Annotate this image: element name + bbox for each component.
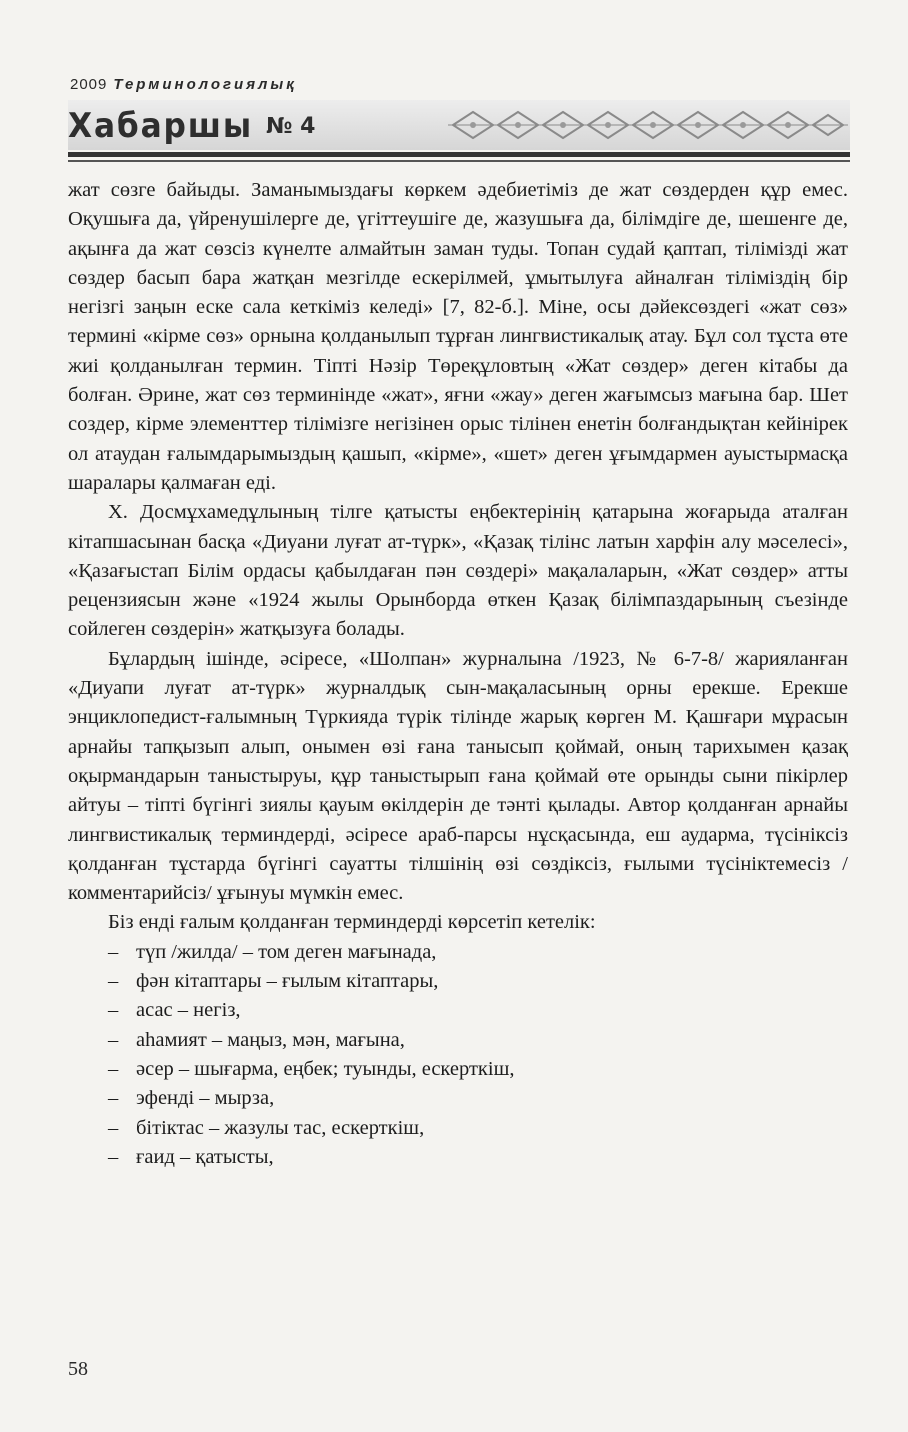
header-rule-thick — [68, 152, 850, 157]
terms-list — [68, 938, 848, 1172]
list-item: – бітіктас – жазулы тас, ескерткіш, — [108, 1116, 425, 1139]
list-item: – эфенді – мырза, — [108, 1087, 275, 1110]
list-item: – фән кітаптары – ғылым кітаптары, — [108, 970, 439, 993]
list-item: – әсер – шығарма, еңбек; туынды, ескерткіш, — [108, 1057, 515, 1080]
paragraph: Бұлардың ішінде, әсіресе, «Шолпан» журналына /1923, № 6-7-8/ жарияланған «Диуапи луғат ат-түрк» журналдық сын-мақаласының орны ерекше. Ерекше энциклопедист-ғалымның Түркияда түрік тілінде жарық көрген М. Қашғари мұрасын арнайы тапқызып алып, онымен өзі ғана танысып қоймай, оның тарихымен қазақ оқырмандарын таныстыруы, құр таныстырып ғана қоймай өте орынды сыни пікірлер айтуы – тіпті бүгінгі зиялы қауым өкілдерін де тәнті қылады. Автор қолданған арнайы лингвистикалық терминдерді, әсіресе араб-парсы нұсқасында, еш аудармa, түсініксіз қолданған тұстарда бүгінгі сауатты тілшінің өзі сөздіксіз, ғылыми түсініктемесіз /комментарийсіз/ ұғынуы мүмкін емес. — [68, 647, 848, 905]
list-item: – асас – негіз, — [108, 999, 241, 1022]
header-rule-thin — [68, 160, 850, 162]
list-item: – аһамият – маңыз, мән, мағына, — [108, 1028, 405, 1051]
paragraph: Біз енді ғалым қолданған терминдерді көрсетіп кетелік: — [108, 911, 596, 934]
header-year: 2009 — [70, 76, 108, 93]
list-item: – түп /жилда/ – том деген мағынада, — [108, 940, 437, 963]
article-body — [68, 176, 848, 1172]
header-title: Хабаршы — [68, 106, 253, 146]
paragraph: жат сөзге байыды. Заманымыздағы көркем әдебиетіміз де жат сөздерден құр емес. Оқушыға да, үйренушілерге де, үгіттеушіге де, жазушыға да, білімдіге де, шешенге де, ақынға да жат сөзсіз күнелте алмайтын заман туды. Топан судай қаптап, тілімізді жат сөздер басып бара жатқан мезгілде ескерілмей, ұмытылуға айналған тіліміздің бір негізгі заңын еске сала кеткіміз келеді» [7, 82-б.]. Міне, осы дәйексөздегі «жат сөз» термині «кірме сөз» орнына қолданылып тұрған лингвистикалық атау. Бұл сол тұста өте жиі қолданылған термин. Тіпті Нәзір Төреқұловтың «Жат сөздер» деген кітабы да болған. Әрине, жат сөз терминінде «жат», яғни «жау» деген жағымсыз мағына бар. Шет создер, кірме элементтер тілімізге негізінен орыс тілінен енетін болғандықтан кейінірек ол атаудан ғалымдарымыздың қашып, «кірме», «шет» деген ұғымдармен ауыстырмасқа шаралары қалмаған еді. — [68, 179, 848, 494]
page-number: 58 — [68, 1358, 88, 1380]
header-issue: № 4 — [266, 114, 316, 139]
header-series: Терминологиялық — [113, 76, 297, 93]
paragraph: Х. Досмұхамедұлының тілге қатысты еңбектерінің қатарына жоғарыда аталған кітапшасынан басқа «Диуани луғат ат-түрк», «Қазақ тілінс латын харфін алу мәселесі», «Қазағыстап Білім ордасы қабылдаған пән сөздері» мақалаларын, «Жат сөздер» атты рецензиясын және «1924 жылы Орынборда өткен Қазақ білімпаздарының съезінде сойлеген сөздерін» жатқызуға болады. — [68, 501, 848, 641]
journal-header — [68, 76, 850, 166]
list-item: – ғаид – қатысты, — [108, 1145, 274, 1168]
header-year-series — [70, 76, 297, 93]
ornament-icon — [448, 106, 848, 144]
